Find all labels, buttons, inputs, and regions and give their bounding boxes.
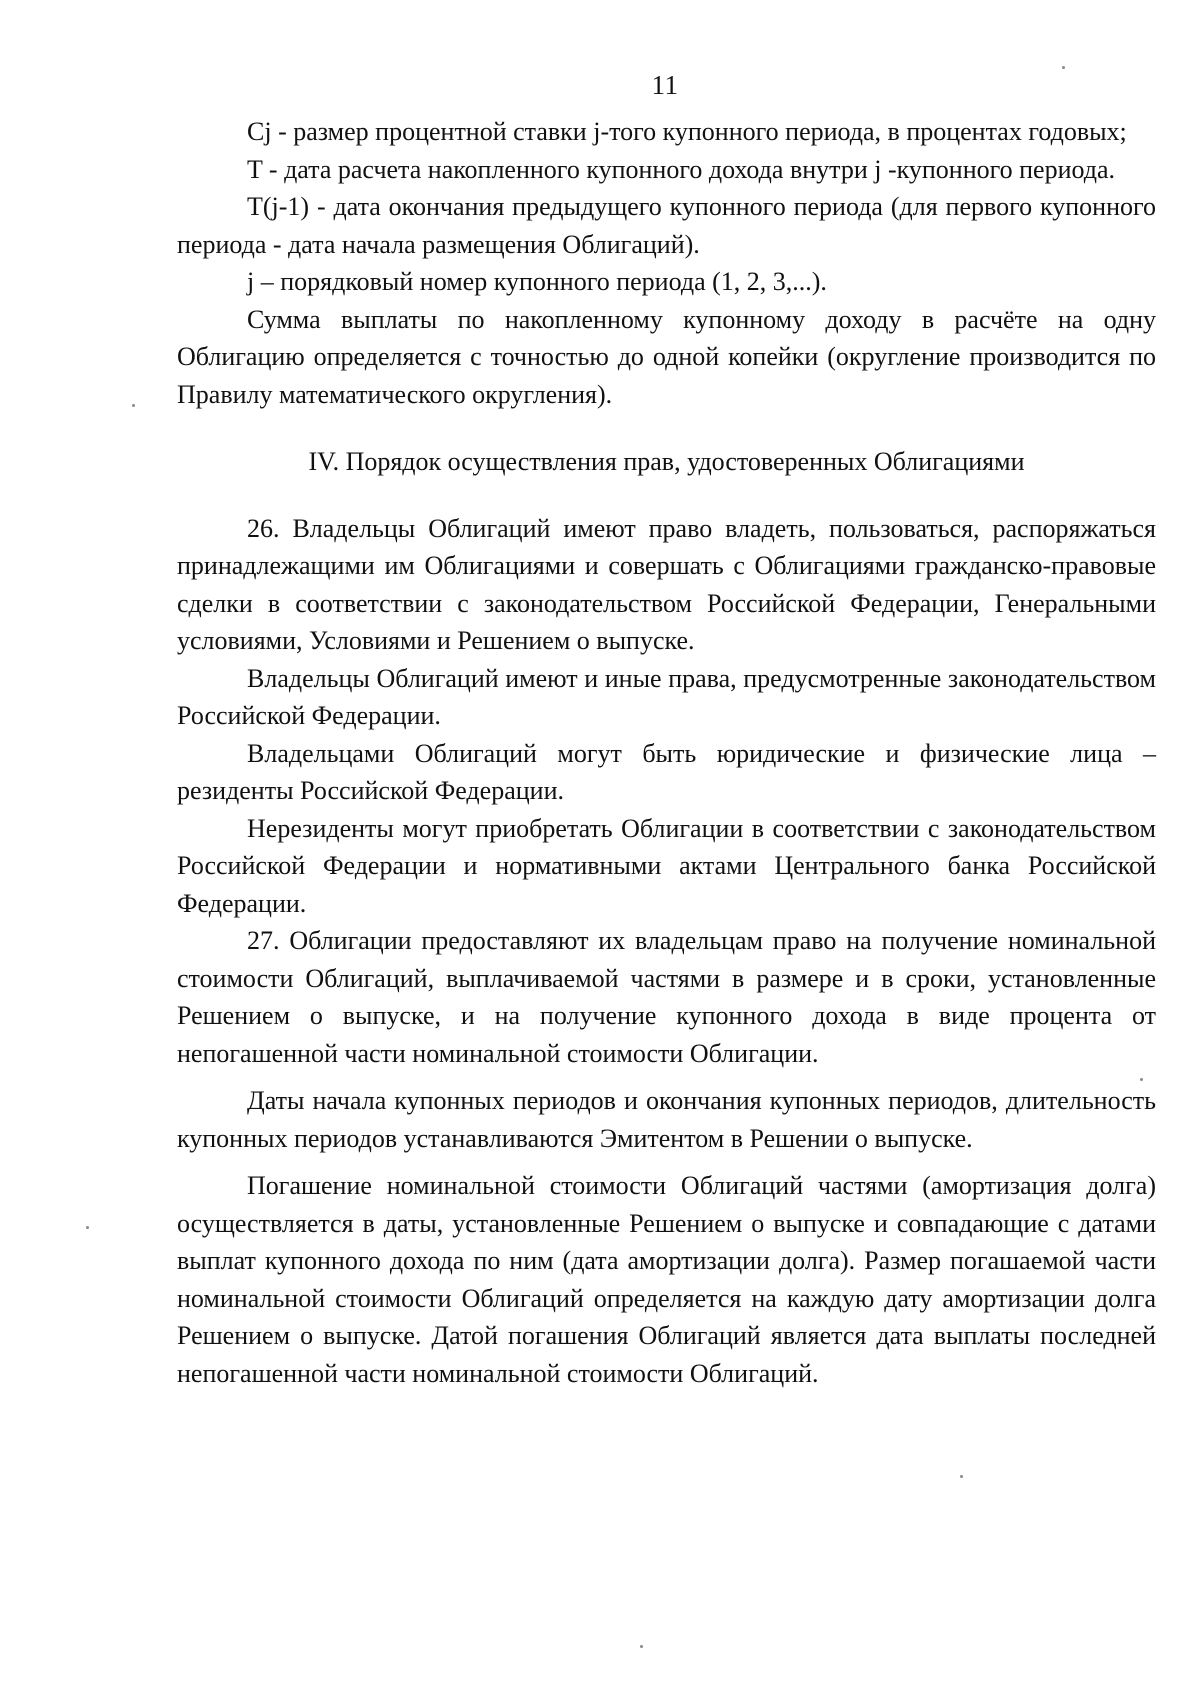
paragraph-nonresidents: Нерезиденты могут приобретать Облигации в соответствии с законодательством Российской Федерации и нормативными актами Центрального банка Российской Федерации.	[177, 813, 1156, 918]
paragraph-27-nominal-value: 27. Облигации предоставляют их владельцам право на получение номинальной стоимости Облигаций, выплачиваемой частями в размере и в сроки, установленные Решением о выпуске, и на получение купонного дохода в виде процента от непогашенной части номинальной стоимости Облигации.	[177, 926, 1156, 1068]
page-number: 11	[651, 70, 679, 100]
scan-speck	[86, 1226, 89, 1229]
scan-speck	[640, 1645, 643, 1648]
paragraph-amortization: Погашение номинальной стоимости Облигаций частями (амортизация долга) осуществляется в даты, установленные Решением о выпуске и совпадающие с датами выплат купонного дохода по ним (дата амортизации долга). Размер погашаемой части номинальной стоимости Облигаций определяется на каждую дату амортизации долга Решением о выпуске. Датой погашения Облигаций является дата выплаты последней непогашенной части номинальной стоимости Облигаций.	[177, 1171, 1156, 1388]
scan-speck	[132, 404, 135, 407]
paragraph-residents: Владельцами Облигаций могут быть юридические и физические лица – резиденты Российской Федерации.	[177, 738, 1156, 805]
paragraph-t-definition: T - дата расчета накопленного купонного дохода внутри j -купонного периода.	[247, 154, 1116, 184]
scan-speck	[1140, 1078, 1143, 1081]
paragraph-j-definition: j – порядковый номер купонного периода (1, 2, 3,...).	[247, 267, 827, 296]
document-body	[177, 113, 1156, 1392]
scan-speck	[1062, 66, 1065, 69]
paragraph-26-owner-rights: 26. Владельцы Облигаций имеют право владеть, пользоваться, распоряжаться принадлежащими им Облигациями и совершать с Облигациями гражданско-правовые сделки в соответствии с законодательством Российской Федерации, Генеральными условиями, Условиями и Решением о выпуске.	[177, 513, 1156, 655]
section-heading: IV. Порядок осуществления прав, удостоверенных Облигациями	[308, 447, 1025, 476]
paragraph-other-rights: Владельцы Облигаций имеют и иные права, предусмотренные законодательством Российской Федерации.	[177, 663, 1156, 730]
paragraph-tj1-definition: T(j-1) - дата окончания предыдущего купонного периода (для первого купонного периода - дата начала размещения Облигаций).	[177, 192, 1156, 259]
paragraph-coupon-periods: Даты начала купонных периодов и окончания купонных периодов, длительность купонных периодов устанавливаются Эмитентом в Решении о выпуске.	[177, 1086, 1156, 1153]
paragraph-cj-definition: Cj - размер процентной ставки j-того купонного периода, в процентах годовых;	[247, 117, 1127, 146]
paragraph-rounding: Сумма выплаты по накопленному купонному доходу в расчёте на одну Облигацию определяется с точностью до одной копейки (округление производится по Правилу математического округления).	[177, 304, 1156, 409]
scan-speck	[960, 1475, 963, 1478]
